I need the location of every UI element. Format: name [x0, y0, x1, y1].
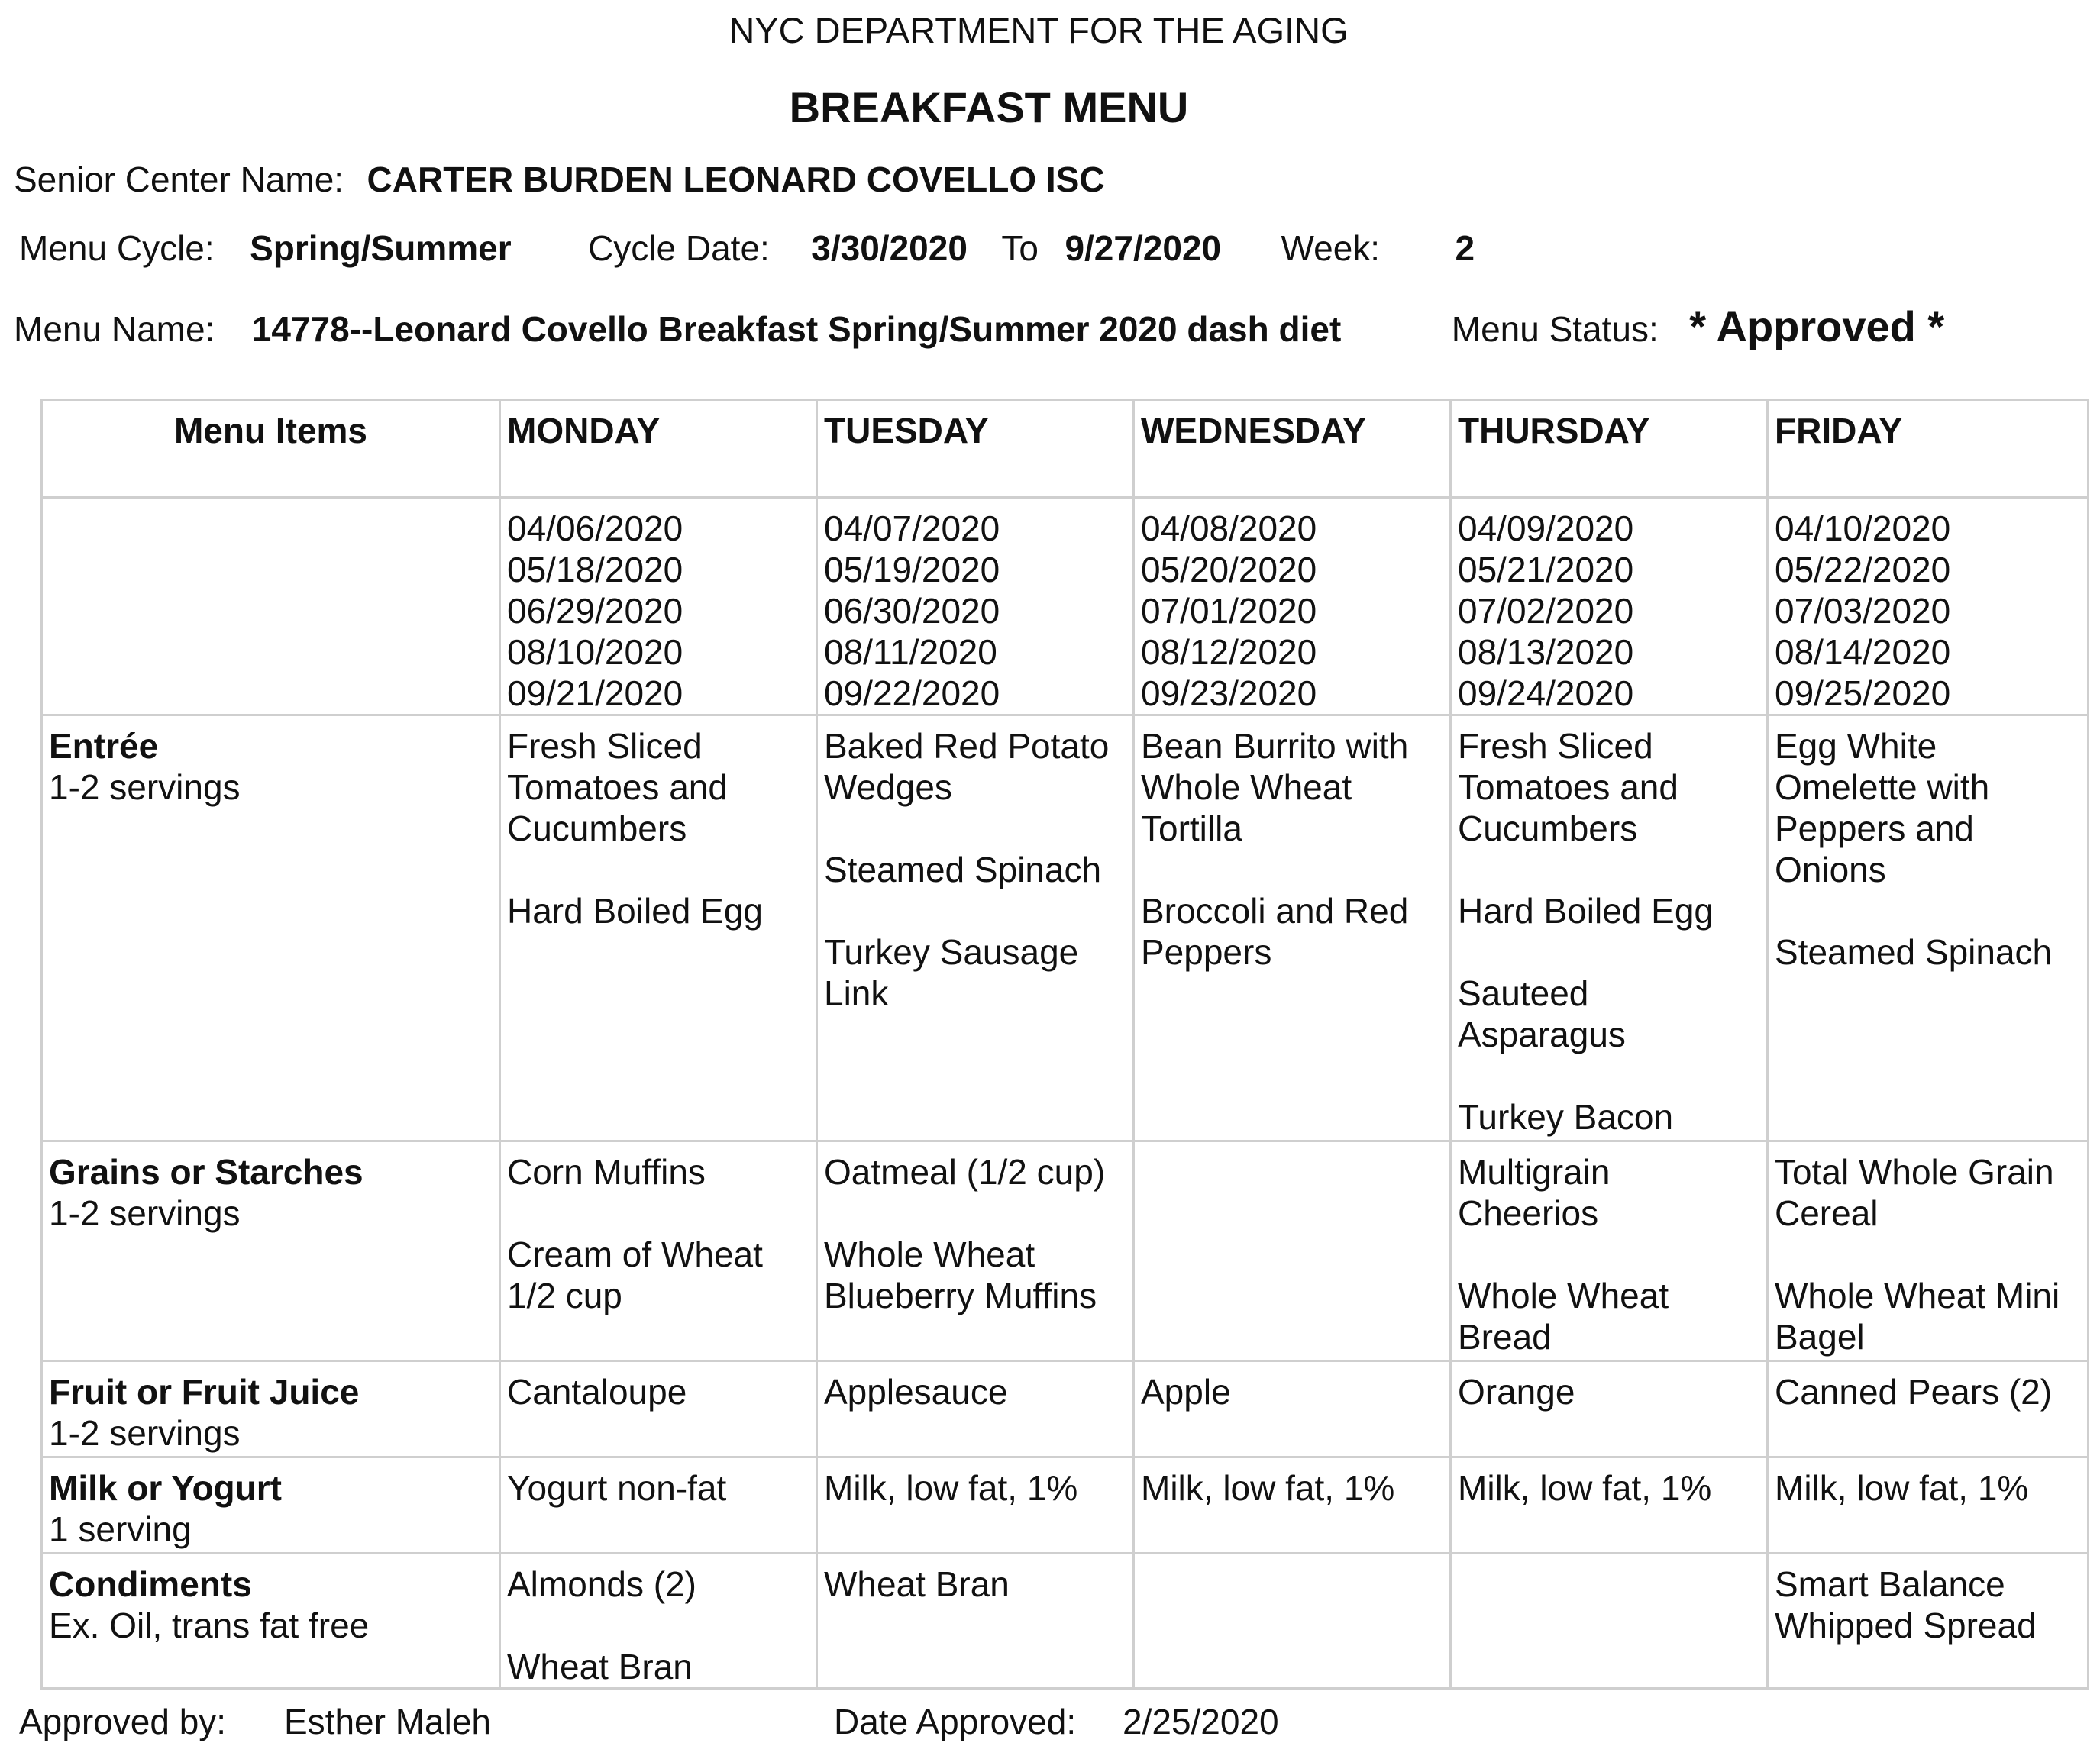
service-date: 08/13/2020 [1458, 632, 1634, 672]
service-date: 08/14/2020 [1775, 632, 1951, 672]
category-cell [42, 1554, 500, 1689]
menu-row-grains [42, 1141, 2089, 1361]
menu-row-condiments [42, 1554, 2089, 1689]
menu-item: Wheat Bran [824, 1564, 1010, 1604]
dates-cell [1768, 498, 2089, 715]
menu-item: Fresh Sliced Tomatoes and Cucumbers [1458, 726, 1678, 848]
category-servings: 1 serving [49, 1509, 192, 1549]
menu-cycle-row [19, 228, 1475, 269]
menu-item: Baked Red Potato Wedges [824, 726, 1110, 807]
service-date: 07/02/2020 [1458, 591, 1634, 631]
service-date: 05/18/2020 [507, 550, 683, 589]
week-label: Week: [1281, 228, 1381, 268]
menu-item: Multigrain Cheerios [1458, 1152, 1611, 1233]
day-header: TUESDAY [817, 400, 1134, 498]
service-date: 04/06/2020 [507, 508, 683, 548]
menu-item: Milk, low fat, 1% [1775, 1468, 2029, 1508]
service-date: 08/12/2020 [1141, 632, 1317, 672]
menu-item: Hard Boiled Egg [507, 891, 763, 931]
dates-cell [817, 498, 1134, 715]
menu-cell [1768, 1457, 2089, 1554]
service-date: 09/21/2020 [507, 673, 683, 713]
menu-item: Applesauce [824, 1372, 1008, 1412]
menu-item: Bean Burrito with Whole Wheat Tortilla [1141, 726, 1409, 848]
menu-status-value: * Approved * [1689, 302, 1945, 350]
menu-cell [817, 715, 1134, 1141]
service-date: 05/19/2020 [824, 550, 1000, 589]
category-name: Grains or Starches [49, 1152, 363, 1192]
menu-cell [500, 1141, 817, 1361]
service-date: 09/25/2020 [1775, 673, 1951, 713]
menu-cycle-value: Spring/Summer [250, 228, 512, 268]
menu-cycle-label: Menu Cycle: [19, 228, 215, 268]
menu-cell [1451, 1457, 1768, 1554]
category-cell [42, 1457, 500, 1554]
menu-item: Milk, low fat, 1% [1141, 1468, 1395, 1508]
menu-cell [1134, 1457, 1451, 1554]
senior-center-value: CARTER BURDEN LEONARD COVELLO ISC [367, 160, 1105, 199]
cycle-end-date: 9/27/2020 [1065, 228, 1222, 268]
service-date: 04/08/2020 [1141, 508, 1317, 548]
menu-item: Hard Boiled Egg [1458, 891, 1714, 931]
service-date: 09/23/2020 [1141, 673, 1317, 713]
menu-cell [817, 1457, 1134, 1554]
senior-center-row [14, 159, 1105, 200]
menu-cell [817, 1554, 1134, 1689]
menu-item: Yogurt non-fat [507, 1468, 727, 1508]
service-date: 09/22/2020 [824, 673, 1000, 713]
service-date: 05/21/2020 [1458, 550, 1634, 589]
menu-item: Sauteed Asparagus [1458, 973, 1626, 1054]
dates-cell [1451, 498, 1768, 715]
page-title: BREAKFAST MENU [789, 83, 1189, 131]
menu-item: Almonds (2) [507, 1564, 696, 1604]
category-name: Milk or Yogurt [49, 1468, 282, 1508]
menu-cell [1134, 1141, 1451, 1361]
category-name: Entrée [49, 726, 159, 766]
service-date: 04/07/2020 [824, 508, 1000, 548]
menu-item: Apple [1141, 1372, 1231, 1412]
category-cell [42, 1361, 500, 1457]
category-servings: Ex. Oil, trans fat free [49, 1606, 370, 1645]
menu-table [40, 399, 2089, 1690]
service-date: 07/01/2020 [1141, 591, 1317, 631]
day-header: MONDAY [500, 400, 817, 498]
menu-name-label: Menu Name: [14, 309, 215, 349]
menu-item: Canned Pears (2) [1775, 1372, 2053, 1412]
dates-row [42, 498, 2089, 715]
menu-item: Cream of Wheat 1/2 cup [507, 1235, 763, 1315]
menu-cell [1768, 1554, 2089, 1689]
service-date: 04/10/2020 [1775, 508, 1951, 548]
service-date: 09/24/2020 [1458, 673, 1634, 713]
menu-cell [1134, 715, 1451, 1141]
cycle-start-date: 3/30/2020 [811, 228, 968, 268]
service-date: 06/30/2020 [824, 591, 1000, 631]
menu-item: Cantaloupe [507, 1372, 687, 1412]
menu-name-value: 14778--Leonard Covello Breakfast Spring/Summer 2020 dash diet [251, 309, 1342, 349]
dates-row-label [42, 498, 500, 715]
cycle-date-label: Cycle Date: [588, 228, 770, 268]
menu-row-milk [42, 1457, 2089, 1554]
menu-item: Whole Wheat Mini Bagel [1775, 1276, 2060, 1357]
category-servings: 1-2 servings [49, 1413, 241, 1453]
service-date: 04/09/2020 [1458, 508, 1634, 548]
menu-cell [1451, 715, 1768, 1141]
menu-item: Broccoli and Red Peppers [1141, 891, 1409, 972]
menu-item: Egg White Omelette with Peppers and Onions [1775, 726, 1990, 889]
date-approved-value: 2/25/2020 [1123, 1702, 1279, 1741]
menu-cell [1451, 1554, 1768, 1689]
senior-center-label: Senior Center Name: [14, 160, 344, 199]
menu-item: Wheat Bran [507, 1647, 693, 1686]
menu-items-header: Menu Items [42, 400, 500, 498]
menu-name-row [14, 302, 1944, 351]
cycle-to-label: To [1001, 228, 1039, 268]
menu-item: Milk, low fat, 1% [1458, 1468, 1712, 1508]
day-header: THURSDAY [1451, 400, 1768, 498]
service-date: 07/03/2020 [1775, 591, 1951, 631]
menu-cell [1768, 1361, 2089, 1457]
service-date: 05/22/2020 [1775, 550, 1951, 589]
menu-cell [500, 1361, 817, 1457]
menu-cell [1768, 715, 2089, 1141]
day-header: FRIDAY [1768, 400, 2089, 498]
service-date: 08/11/2020 [824, 632, 997, 672]
day-header: WEDNESDAY [1134, 400, 1451, 498]
menu-item: Total Whole Grain Cereal [1775, 1152, 2054, 1233]
menu-cell [817, 1361, 1134, 1457]
menu-item: Orange [1458, 1372, 1575, 1412]
service-date: 06/29/2020 [507, 591, 683, 631]
approved-by-value: Esther Maleh [284, 1702, 492, 1741]
table-header-row [42, 400, 2089, 498]
menu-cell [1451, 1141, 1768, 1361]
menu-row-entree [42, 715, 2089, 1141]
menu-item: Oatmeal (1/2 cup) [824, 1152, 1106, 1192]
menu-item: Steamed Spinach [824, 850, 1102, 889]
category-name: Condiments [49, 1564, 252, 1604]
menu-item: Turkey Sausage Link [824, 932, 1079, 1013]
menu-cell [500, 1457, 817, 1554]
category-servings: 1-2 servings [49, 1193, 241, 1233]
category-servings: 1-2 servings [49, 767, 241, 807]
menu-row-fruit [42, 1361, 2089, 1457]
menu-item: Fresh Sliced Tomatoes and Cucumbers [507, 726, 728, 848]
menu-item: Steamed Spinach [1775, 932, 2053, 972]
dates-cell [500, 498, 817, 715]
menu-item: Whole Wheat Bread [1458, 1276, 1669, 1357]
menu-item: Turkey Bacon [1458, 1097, 1674, 1137]
service-date: 08/10/2020 [507, 632, 683, 672]
category-cell [42, 715, 500, 1141]
category-name: Fruit or Fruit Juice [49, 1372, 360, 1412]
approved-by-label: Approved by: [19, 1702, 227, 1741]
menu-cell [817, 1141, 1134, 1361]
agency-name: NYC DEPARTMENT FOR THE AGING [729, 10, 1349, 50]
menu-status-label: Menu Status: [1451, 309, 1659, 349]
menu-item: Smart Balance Whipped Spread [1775, 1564, 2037, 1645]
menu-cell [1451, 1361, 1768, 1457]
menu-item: Whole Wheat Blueberry Muffins [824, 1235, 1097, 1315]
date-approved-label: Date Approved: [834, 1702, 1077, 1741]
menu-cell [1134, 1554, 1451, 1689]
week-value: 2 [1455, 228, 1475, 268]
service-date: 05/20/2020 [1141, 550, 1317, 589]
menu-cell [1134, 1361, 1451, 1457]
menu-item: Milk, low fat, 1% [824, 1468, 1078, 1508]
category-cell [42, 1141, 500, 1361]
menu-cell [500, 715, 817, 1141]
menu-cell [1768, 1141, 2089, 1361]
dates-cell [1134, 498, 1451, 715]
menu-item: Corn Muffins [507, 1152, 706, 1192]
menu-cell [500, 1554, 817, 1689]
